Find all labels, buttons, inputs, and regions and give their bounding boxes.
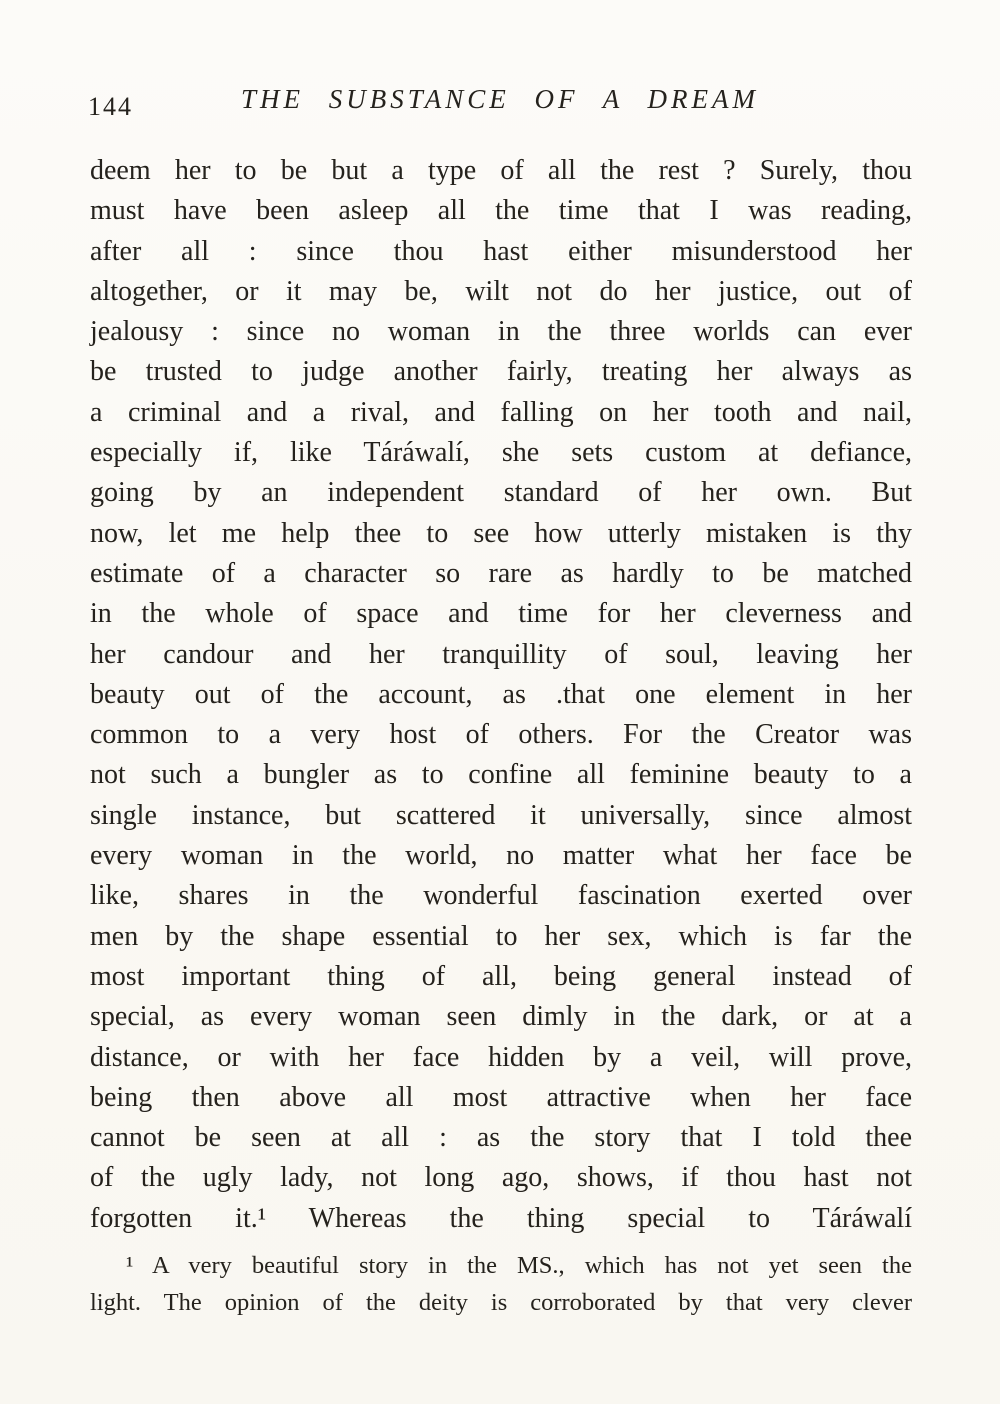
body-line: most important thing of all, being general instead of — [90, 960, 912, 992]
body-line: of the ugly lady, not long ago, shows, if thou hast not — [90, 1162, 912, 1194]
body-line: must have been asleep all the time that I was reading, — [90, 195, 912, 227]
footnote-line: light. The opinion of the deity is corroborated by that very clever — [90, 1289, 912, 1316]
body-line: special, as every woman seen dimly in the dark, or at a — [90, 1001, 912, 1033]
footnote — [90, 1247, 912, 1321]
page-header — [88, 82, 912, 126]
body-line: a criminal and a rival, and falling on her tooth and nail, — [90, 396, 912, 428]
body-line: in the whole of space and time for her cleverness and — [90, 598, 912, 630]
body-line: jealousy : since no woman in the three worlds can ever — [90, 316, 912, 348]
body-line: distance, or with her face hidden by a veil, will prove, — [90, 1041, 912, 1073]
body-line: every woman in the world, no matter what her face be — [90, 840, 912, 872]
body-line: forgotten it.¹ Whereas the thing special to Táráwalí — [90, 1202, 912, 1234]
page-number: 144 — [88, 92, 133, 121]
body-line: especially if, like Táráwalí, she sets custom at defiance, — [90, 437, 912, 469]
body-line: now, let me help thee to see how utterly mistaken is thy — [90, 517, 912, 549]
body-line: single instance, but scattered it universally, since almost — [90, 799, 912, 831]
body-line: estimate of a character so rare as hardly to be matched — [90, 557, 912, 589]
running-title: THE SUBSTANCE OF A DREAM — [241, 84, 759, 114]
body-line: being then above all most attractive when her face — [90, 1081, 912, 1113]
body-line: altogether, or it may be, wilt not do her justice, out of — [90, 275, 912, 307]
body-line: going by an independent standard of her own. But — [90, 477, 912, 509]
body-line: after all : since thou hast either misunderstood her — [90, 235, 912, 267]
body-line: beauty out of the account, as .that one element in her — [90, 678, 912, 710]
body-line: like, shares in the wonderful fascination exerted over — [90, 880, 912, 912]
body-line: deem her to be but a type of all the rest ? Surely, thou — [90, 155, 912, 186]
footnote-line: ¹ A very beautiful story in the MS., which has not yet seen the — [126, 1252, 912, 1279]
body-line: her candour and her tranquillity of soul, leaving her — [90, 638, 912, 670]
body-line: cannot be seen at all : as the story that I told thee — [90, 1122, 912, 1154]
body-line: be trusted to judge another fairly, treating her always as — [90, 356, 912, 388]
body-line: men by the shape essential to her sex, which is far the — [90, 920, 912, 952]
body-line: not such a bungler as to confine all feminine beauty to a — [90, 759, 912, 791]
body-text — [90, 151, 912, 1239]
body-line: common to a very host of others. For the Creator was — [90, 719, 912, 751]
